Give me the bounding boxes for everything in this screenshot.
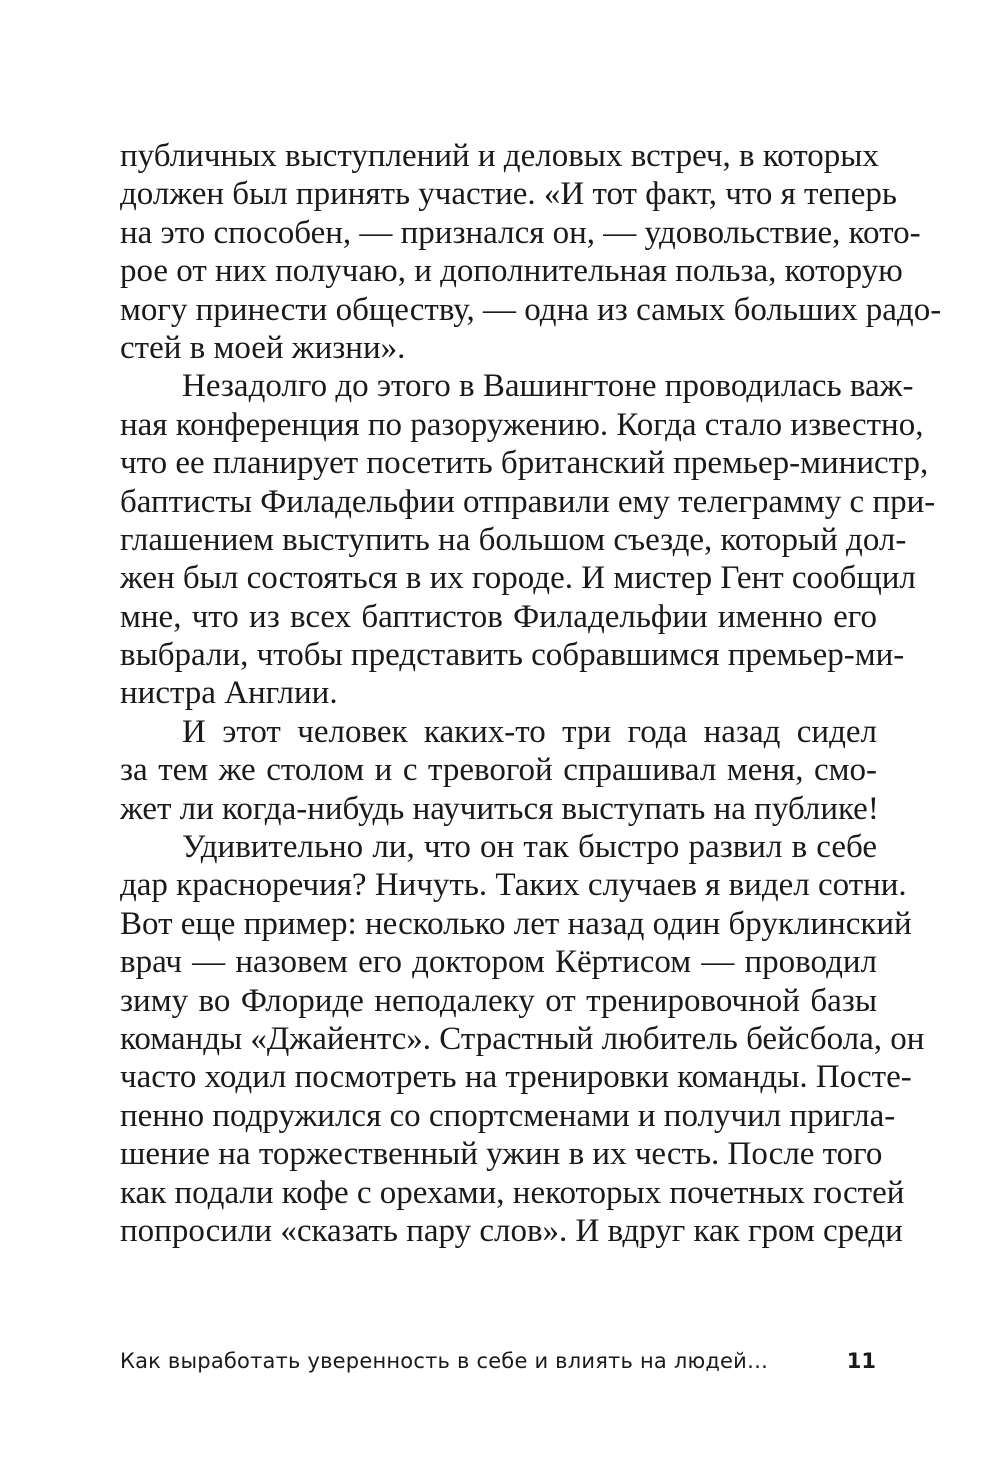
text-line: ная конференция по разоружению. Когда стало известно, xyxy=(120,406,924,443)
text-line: выбрали, чтобы представить собравшимся премьер-ми- xyxy=(120,637,905,674)
text-line: могу принести обществу, — одна из самых больших радо- xyxy=(120,291,942,328)
text-line: жет ли когда-нибудь научиться выступать на публике! xyxy=(120,790,879,827)
text-line: баптисты Филадельфии отправили ему телеграмму с при- xyxy=(120,483,936,520)
text-line: дар красноречия? Ничуть. Таких случаев я видел сотни. xyxy=(120,867,907,904)
text-line: попросили «сказать пару слов». И вдруг как гром среди xyxy=(120,1212,903,1249)
text-line: мне, что из всех баптистов Филадельфии именно его xyxy=(120,598,877,635)
text-line: что ее планирует посетить британский премьер-министр, xyxy=(120,445,929,482)
page-number: 11 xyxy=(846,1349,876,1373)
text-line: стей в моей жизни». xyxy=(120,329,406,366)
text-line: Незадолго до этого в Вашингтоне проводилась важ- xyxy=(182,368,914,405)
text-line: Удивительно ли, что он так быстро развил в себе xyxy=(182,829,877,866)
text-line: нистра Англии. xyxy=(120,675,338,712)
running-footer-title: Как выработать уверенность в себе и влиять на людей… xyxy=(120,1349,769,1373)
text-line: жен был состояться в их городе. И мистер Гент сообщил xyxy=(120,560,916,597)
text-line: пенно подружился со спортсменами и получил пригла- xyxy=(120,1097,896,1134)
text-line: публичных выступлений и деловых встреч, в которых xyxy=(120,138,879,174)
text-line: должен был принять участие. «И тот факт, что я теперь xyxy=(120,176,897,213)
text-line: врач — назовем его доктором Кёртисом — проводил xyxy=(120,944,877,981)
text-line: за тем же столом и с тревогой спрашивал меня, смо- xyxy=(120,752,877,789)
text-line: часто ходил посмотреть на тренировки команды. Посте- xyxy=(120,1059,912,1096)
text-line: команды «Джайентс». Страстный любитель бейсбола, он xyxy=(120,1020,925,1057)
body-text xyxy=(120,137,942,1250)
text-line: на это способен, — признался он, — удовольствие, кото- xyxy=(120,214,921,251)
text-line: рое от них получаю, и дополнительная польза, которую xyxy=(120,253,903,290)
text-line: И этот человек каких-то три года назад сидел xyxy=(182,713,877,750)
text-line: Вот еще пример: несколько лет назад один бруклинский xyxy=(120,905,912,942)
text-line: зиму во Флориде неподалеку от тренировочной базы xyxy=(120,982,877,1019)
text-line: глашением выступить на большом съезде, который дол- xyxy=(120,521,907,558)
text-line: как подали кофе с орехами, некоторых почетных гостей xyxy=(120,1174,905,1211)
text-line: шение на торжественный ужин в их честь. После того xyxy=(120,1136,883,1173)
